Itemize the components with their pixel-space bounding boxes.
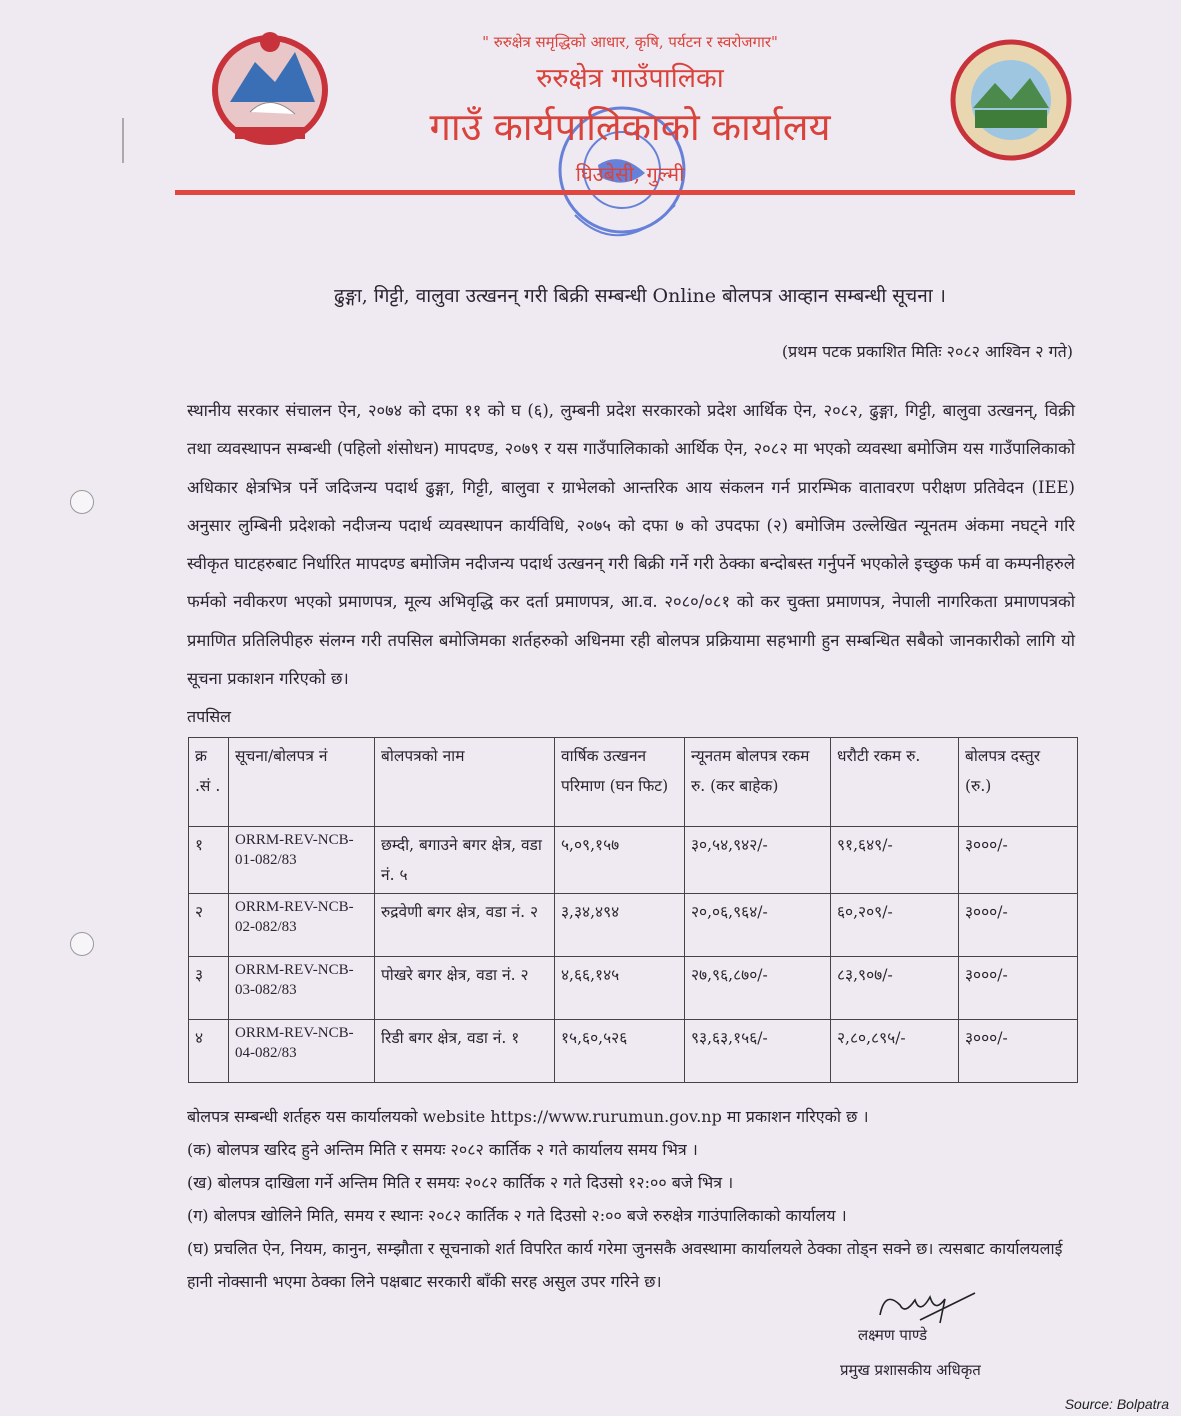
column-header-min-amount: न्यूनतम बोलपत्र रकम रु. (कर बाहेक) [685, 738, 831, 827]
cell-deposit: ८३,९०७/- [831, 957, 959, 1020]
notice-body: स्थानीय सरकार संचालन ऐन, २०७४ को दफा ११ को घ (६), लुम्बनी प्रदेश सरकारको प्रदेश आर्थिक ऐन, २०८२, ढुङ्गा, गिट्टी, बालुवा उत्खनन्, विक्री तथा व्यवस्थापन सम्बन्धी (पहिलो शंसोधन) मापदण्ड, २०७९ र यस गाउँपालिकाको आर्थिक ऐन, २०८२ मा भएको व्यवस्था बमोजिम यस गाउँपालिकाको अधिकार क्षेत्रभित्र पर्ने जदिजन्य पदार्थ ढुङ्गा, गिट्टी, बालुवा र ग्राभेलको आन्तरिक आय संकलन गर्न प्रारम्भिक वातावरण परीक्षण प्रतिवेदन (IEE) अनुसार लुम्बिनी प्रदेशको नदीजन्य पदार्थ व्यवस्थापन कार्यविधि, २०७५ को दफा ७ को उपदफा (२) बमोजिम उल्लेखित न्यूनतम अंकमा नघट्ने गरि स्वीकृत घाटहरुबाट निर्धारित मापदण्ड बमोजिम नदीजन्य पदार्थ उत्खनन् गरी बिक्री गर्ने गरी ठेक्का बन्दोबस्त गर्नुपर्ने भएकोले इच्छुक फर्म वा कम्पनीहरुले फर्मको नवीकरण भएको प्रमाणपत्र, मूल्य अभिवृद्धि कर दर्ता प्रमाणपत्र, आ.व. २०८०/०८१ को कर चुक्ता प्रमाणपत्र, नेपाली नागरिकता प्रमाणपत्रको प्रमाणित प्रतिलिपीहरु संलग्न गरी तपसिल बमोजिमका शर्तहरुको अधिनमा रही बोलपत्र प्रक्रियामा सहभागी हुन सम्बन्धित सबैको जानकारीको लागि यो सूचना प्रकाशन गरिएको छ। [187, 401, 1075, 689]
staple-mark [122, 118, 124, 163]
cell-volume: १५,६०,५२६ [555, 1020, 685, 1083]
header-divider [175, 190, 1075, 195]
signatory-title: प्रमुख प्रशासकीय अधिकृत [840, 1361, 981, 1379]
table-header-row [189, 738, 1078, 827]
column-header-sn: क्र .सं . [189, 738, 229, 827]
cell-tender-name: पोखरे बगर क्षेत्र, वडा नं. २ [375, 957, 555, 1020]
cell-tender-name: रिडी बगर क्षेत्र, वडा नं. १ [375, 1020, 555, 1083]
column-header-volume: वार्षिक उत्खनन परिमाण (घन फिट) [555, 738, 685, 827]
table-row [189, 827, 1078, 894]
column-header-deposit: धरौटी रकम रु. [831, 738, 959, 827]
column-header-fee: बोलपत्र दस्तुर (रु.) [959, 738, 1078, 827]
cell-min-amount: २७,९६,८७०/- [685, 957, 831, 1020]
cell-deposit: ९१,६४९/- [831, 827, 959, 894]
cell-fee: ३०००/- [959, 957, 1078, 1020]
nepal-emblem-icon [205, 22, 335, 147]
cell-deposit: ६०,२०९/- [831, 894, 959, 957]
term-item: (ख) बोलपत्र दाखिला गर्ने अन्तिम मिति र समयः २०८२ कार्तिक २ गते दिउसो १२:०० बजे भित्र । [187, 1173, 734, 1192]
cell-min-amount: ९३,६३,१५६/- [685, 1020, 831, 1083]
cell-volume: ३,३४,४९४ [555, 894, 685, 957]
signature-icon [870, 1285, 980, 1330]
cell-tender-name: रुद्रवेणी बगर क्षेत्र, वडा नं. २ [375, 894, 555, 957]
term-item: (घ) प्रचलित ऐन, नियम, कानुन, सम्झौता र सूचनाको शर्त विपरित कार्य गरेमा जुनसकै अवस्थामा कार्यालयले ठेक्का तोड्न सक्ने छ। त्यसबाट कार्यालयलाई हानी नोक्सानी भएमा ठेक्का लिने पक्षबाट सरकारी बाँकी सरह असुल उपर गरिने छ। [187, 1239, 1063, 1291]
cell-fee: ३०००/- [959, 1020, 1078, 1083]
cell-min-amount: २०,०६,९६४/- [685, 894, 831, 957]
table-row [189, 1020, 1078, 1083]
header-motto: " रुरुक्षेत्र समृद्धिको आधार, कृषि, पर्यटन र स्वरोजगार" [482, 33, 778, 51]
cell-volume: ५,०९,१५७ [555, 827, 685, 894]
office-name: गाउँ कार्यपालिकाको कार्यालय [429, 105, 831, 149]
municipality-logo-icon [945, 38, 1077, 163]
punch-hole [70, 490, 94, 514]
cell-volume: ४,६६,१४५ [555, 957, 685, 1020]
table-row [189, 894, 1078, 957]
column-header-tender-no: सूचना/बोलपत्र नं [229, 738, 375, 827]
term-item: (ग) बोलपत्र खोलिने मिति, समय र स्थानः २०८२ कार्तिक २ गते दिउसो २:०० बजे रुरुक्षेत्र गाउंपालिकाको कार्यालय । [187, 1206, 847, 1225]
cell-sn: १ [189, 827, 229, 894]
column-header-tender-name: बोलपत्रको नाम [375, 738, 555, 827]
cell-min-amount: ३०,५४,९४२/- [685, 827, 831, 894]
table-row [189, 957, 1078, 1020]
cell-tender-no: ORRM-REV-NCB-02-082/83 [229, 894, 375, 957]
cell-sn: ३ [189, 957, 229, 1020]
office-location: घिउबेसी, गुल्मी [575, 162, 685, 186]
cell-fee: ३०००/- [959, 894, 1078, 957]
signatory-name: लक्ष्मण पाण्डे [858, 1326, 927, 1344]
cell-deposit: २,८०,८९५/- [831, 1020, 959, 1083]
punch-hole [70, 932, 94, 956]
published-date: (प्रथम पटक प्रकाशित मितिः २०८२ आश्विन २ गते) [781, 342, 1073, 361]
tender-table [188, 737, 1078, 1083]
terms-section [187, 1100, 1075, 1298]
cell-tender-no: ORRM-REV-NCB-04-082/83 [229, 1020, 375, 1083]
term-item: (क) बोलपत्र खरिद हुने अन्तिम मिति र समयः २०८२ कार्तिक २ गते कार्यालय समय भित्र । [187, 1140, 698, 1159]
cell-tender-name: छम्दी, बगाउने बगर क्षेत्र, वडा नं. ५ [375, 827, 555, 894]
notice-subject: ढुङ्गा, गिट्टी, वालुवा उत्खनन् गरी बिक्री सम्बन्धी Online बोलपत्र आव्हान सम्बन्धी सूचना । [334, 285, 946, 307]
cell-fee: ३०००/- [959, 827, 1078, 894]
cell-tender-no: ORRM-REV-NCB-03-082/83 [229, 957, 375, 1020]
organization-name: रुरुक्षेत्र गाउँपालिका [536, 63, 724, 94]
terms-intro: बोलपत्र सम्बन्धी शर्तहरु यस कार्यालयको website https://www.rurumun.gov.np मा प्रकाशन गरिएको छ । [187, 1107, 869, 1126]
source-credit: Source: Bolpatra [1064, 1396, 1169, 1412]
schedule-label: तपसिल [187, 707, 232, 726]
cell-tender-no: ORRM-REV-NCB-01-082/83 [229, 827, 375, 894]
cell-sn: २ [189, 894, 229, 957]
cell-sn: ४ [189, 1020, 229, 1083]
